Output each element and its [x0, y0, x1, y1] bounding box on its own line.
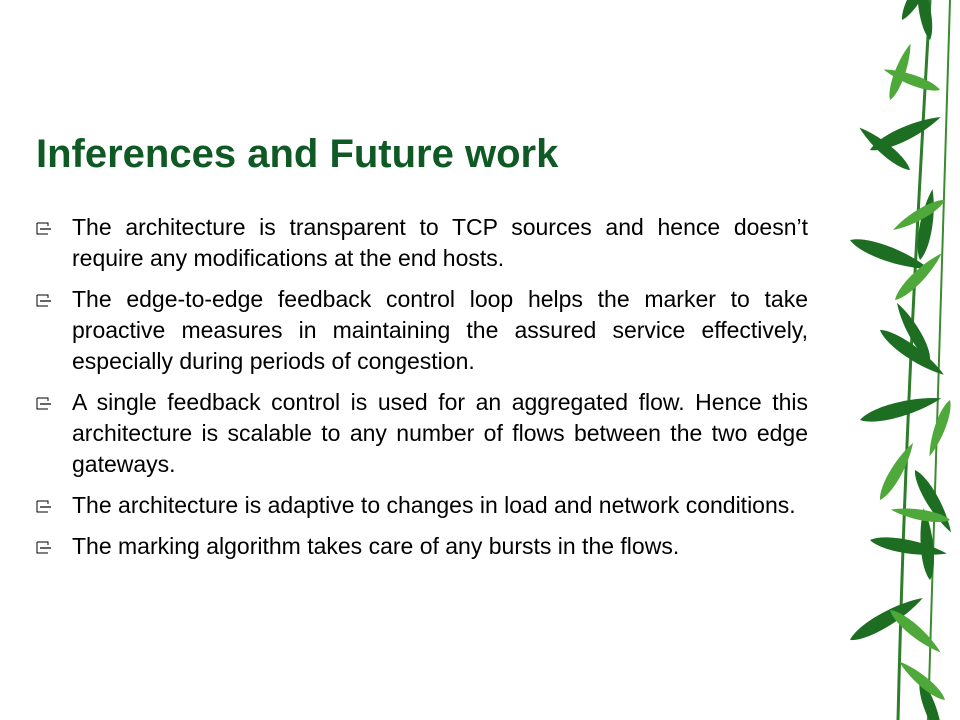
- checkbox-dash-icon: [36, 397, 52, 411]
- bamboo-leaves-image: [810, 0, 960, 720]
- bullet-item: [36, 531, 808, 562]
- bullet-item: [36, 387, 808, 480]
- checkbox-dash-icon: [36, 222, 52, 236]
- checkbox-dash-icon: [36, 294, 52, 308]
- bullet-text: A single feedback control is used for an aggregated flow. Hence this architecture is scalable to any number of flows between the two edge gateways.: [72, 389, 808, 477]
- bullet-item: [36, 490, 808, 521]
- checkbox-dash-icon: [36, 500, 52, 514]
- bullet-item: [36, 284, 808, 377]
- bullet-list: [36, 212, 808, 572]
- slide-title: Inferences and Future work: [36, 132, 559, 176]
- bullet-text: The marking algorithm takes care of any bursts in the flows.: [72, 533, 680, 559]
- checkbox-dash-icon: [36, 541, 52, 555]
- bullet-text: The architecture is transparent to TCP sources and hence doesn’t require any modifications at the end hosts.: [72, 214, 808, 271]
- bullet-text: The architecture is adaptive to changes in load and network conditions.: [72, 492, 796, 518]
- bullet-text: The edge-to-edge feedback control loop helps the marker to take proactive measures in maintaining the assured service effectively, especially during periods of congestion.: [72, 286, 808, 374]
- bullet-item: [36, 212, 808, 274]
